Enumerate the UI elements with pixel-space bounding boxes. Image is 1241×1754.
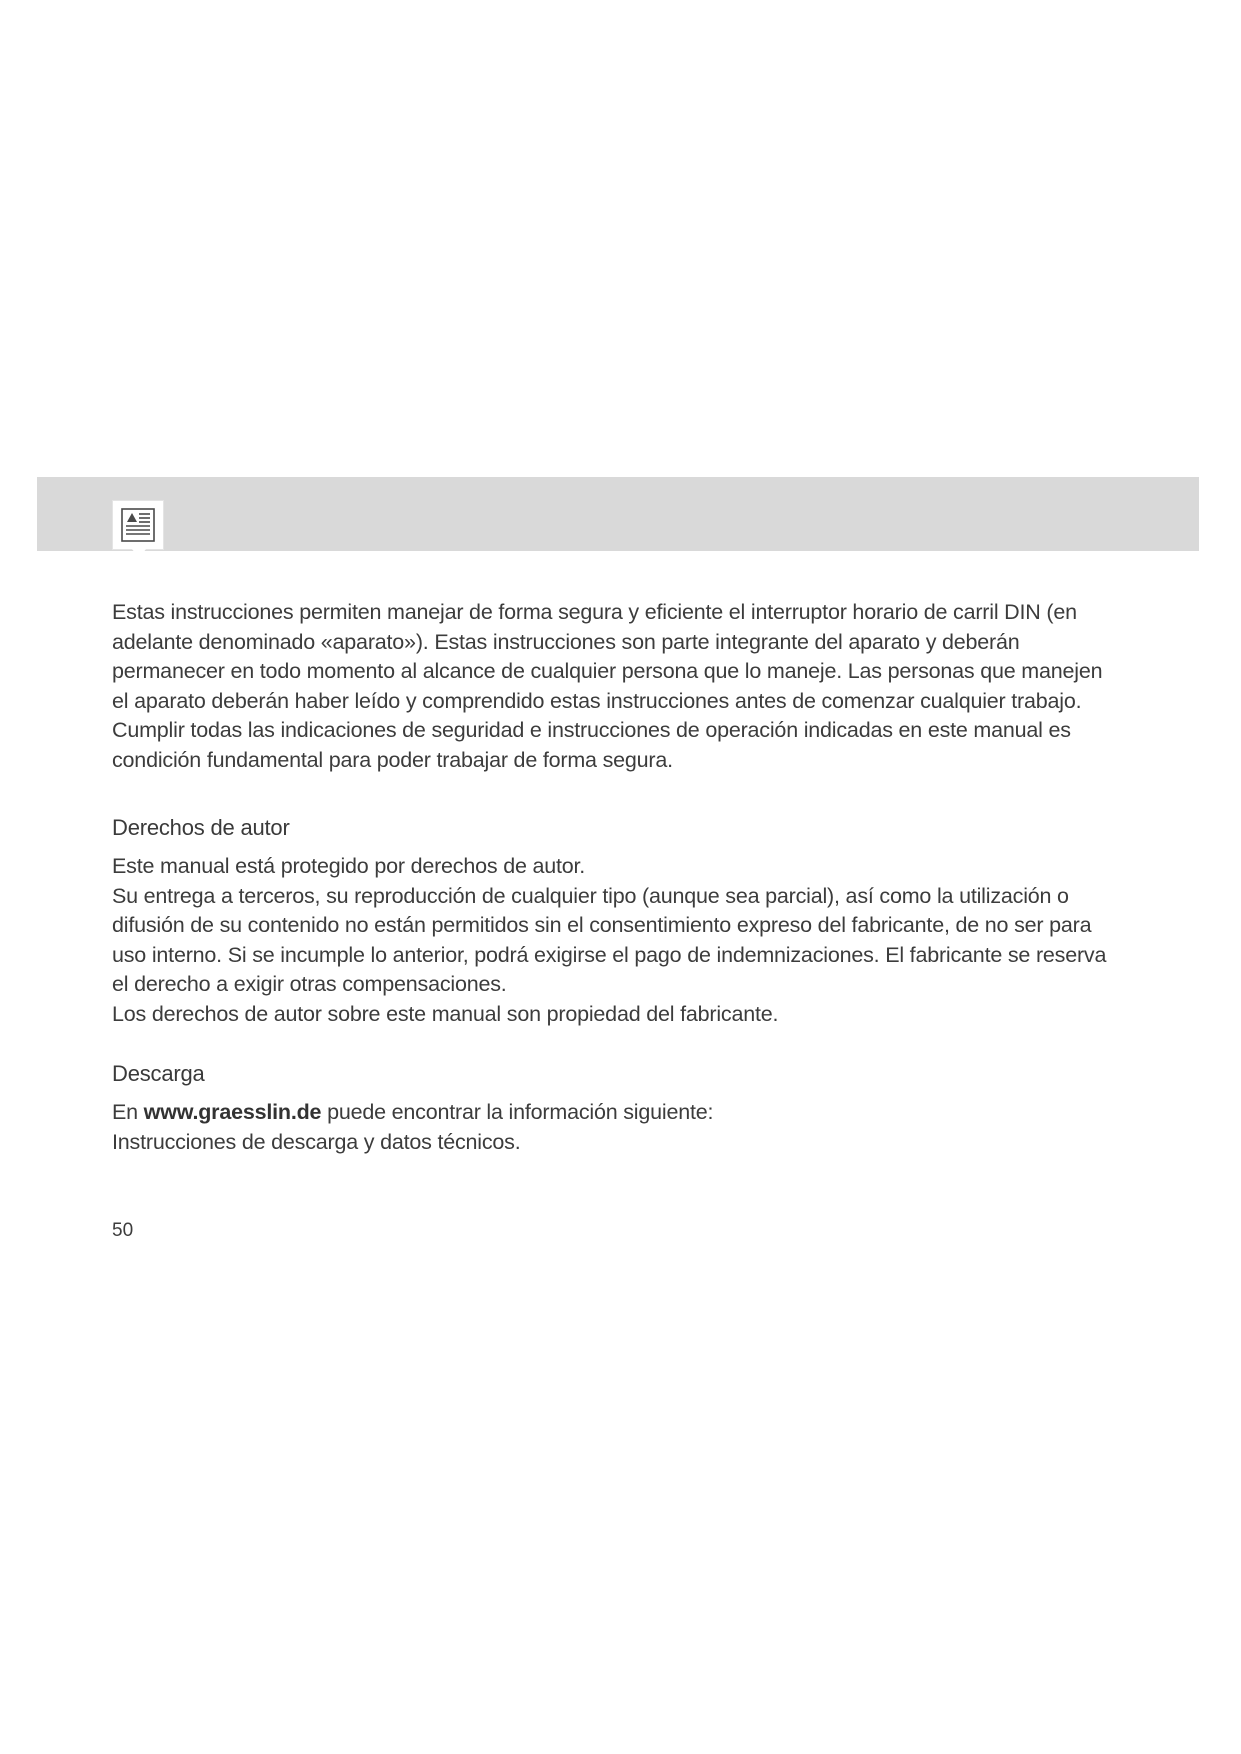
download-line-1 bbox=[112, 1098, 1112, 1128]
copyright-line-1: Este manual está protegido por derechos de autor. bbox=[112, 854, 586, 878]
intro-paragraph: Estas instrucciones permiten manejar de forma segura y eficiente el interruptor horario de carril DIN (en adelante denominado «aparato»). Estas instrucciones son parte integrante del aparato y deberán permanecer en todo momento al alcance de cualquier persona que lo maneje. Las personas que manejen el aparato deberán haber leído y comprendido estas instrucciones antes de comenzar cualquier trabajo. Cumplir todas las indicaciones de seguridad e instrucciones de operación indicadas en este manual es condición fundamental para poder trabajar de forma segura. bbox=[112, 600, 1103, 772]
page-number: 50 bbox=[112, 1220, 134, 1241]
copyright-line-2: Su entrega a terceros, su reproducción de cualquier tipo (aunque sea parcial), así como la utilización o difusión de su contenido no están permitidos sin el consentimiento expreso del fabricante, de no ser para uso interno. Si se incumple lo anterior, podrá exigirse el pago de indemnizaciones. El fabricante se reserva el derecho a exigir otras compensaciones. bbox=[112, 883, 1107, 996]
copyright-heading: Derechos de autor bbox=[112, 815, 290, 840]
website-link[interactable]: www.graesslin.de bbox=[143, 1100, 322, 1124]
download-heading: Descarga bbox=[112, 1061, 205, 1086]
download-prefix: En bbox=[112, 1100, 144, 1124]
download-suffix: puede encontrar la información siguiente: bbox=[321, 1100, 714, 1124]
document-icon bbox=[112, 500, 164, 550]
copyright-section bbox=[112, 813, 1112, 1029]
content bbox=[112, 598, 1112, 1187]
header-band bbox=[37, 477, 1199, 551]
document-icon-graphic bbox=[121, 508, 155, 542]
copyright-line-3: Los derechos de autor sobre este manual son propiedad del fabricante. bbox=[112, 1001, 779, 1026]
download-line-2: Instrucciones de descarga y datos técnicos. bbox=[112, 1129, 521, 1154]
download-section bbox=[112, 1059, 1112, 1157]
